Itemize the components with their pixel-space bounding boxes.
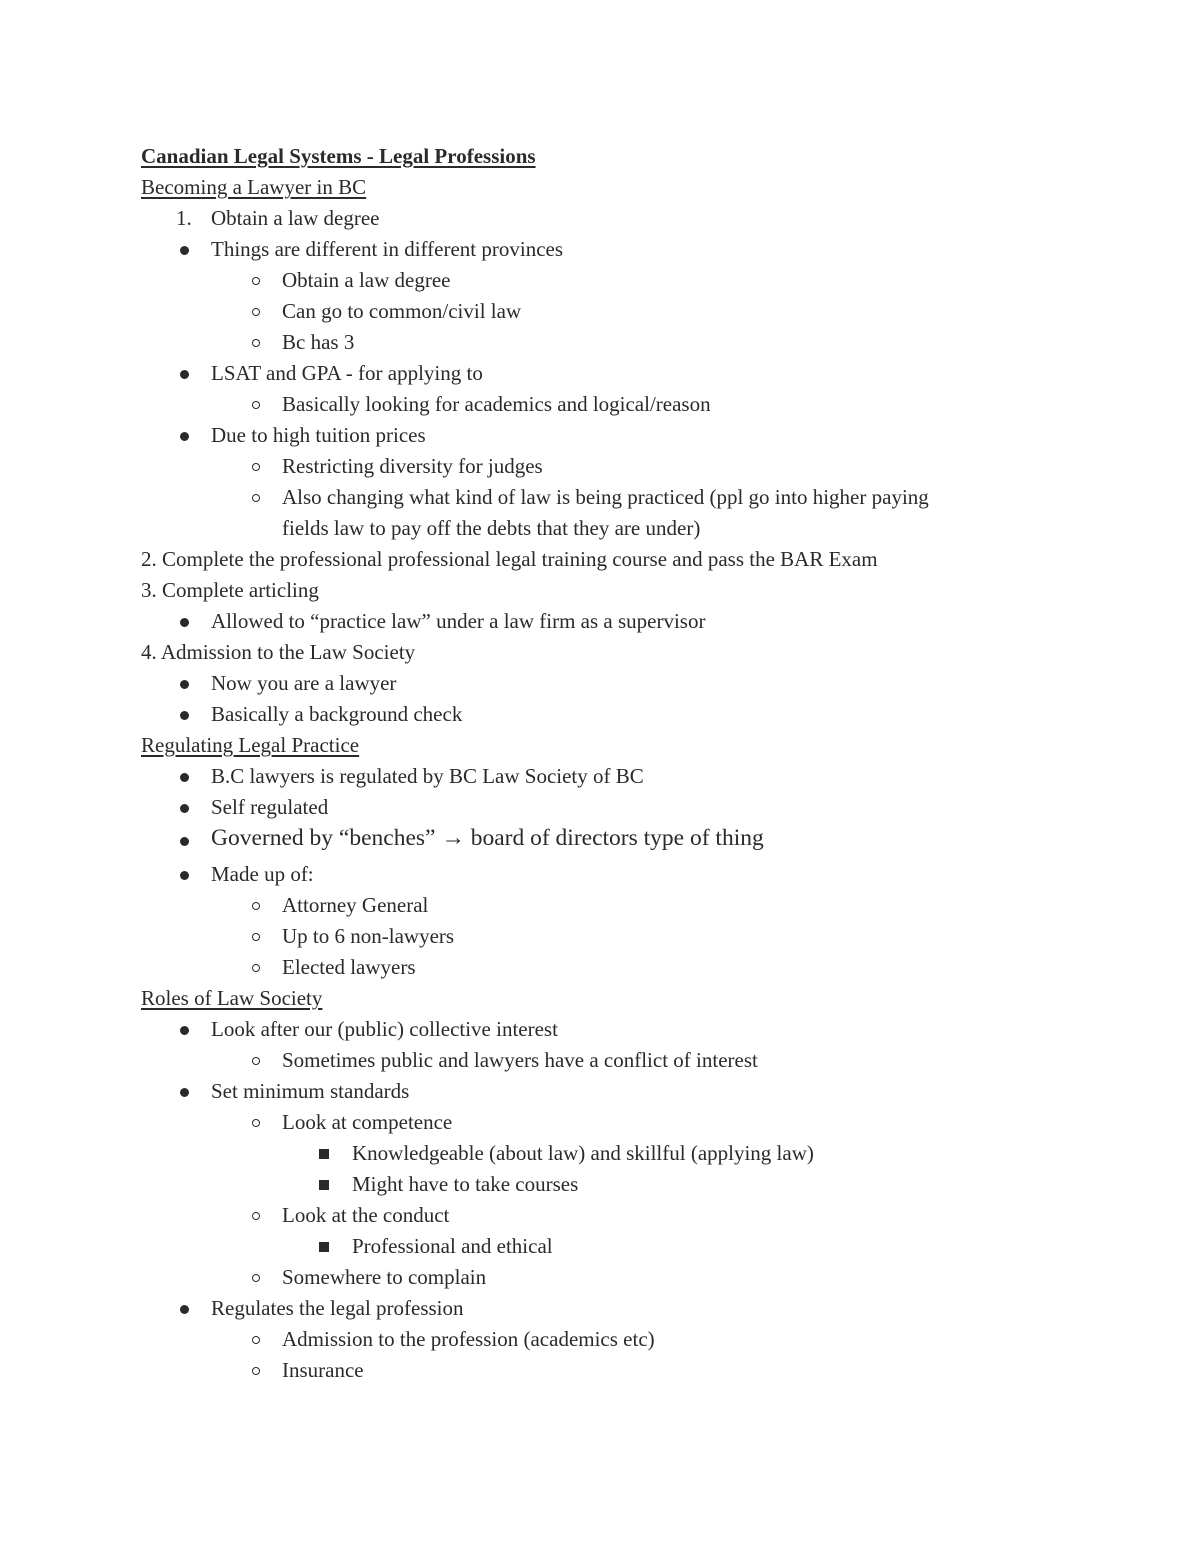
bullet-circle-icon: [252, 463, 260, 471]
page-title: Canadian Legal Systems - Legal Professions: [141, 144, 536, 168]
list-item: Look at the conduct: [282, 1203, 450, 1227]
list-item: Admission to the profession (academics etc): [282, 1327, 655, 1351]
bullet-disc-icon: [180, 618, 189, 627]
list-item: Might have to take courses: [352, 1172, 579, 1196]
list-item: Sometimes public and lawyers have a conflict of interest: [282, 1048, 758, 1072]
list-number: 1.: [176, 206, 192, 230]
bullet-square-icon: [319, 1242, 329, 1252]
bullet-circle-icon: [252, 1057, 260, 1065]
bullet-circle-icon: [252, 277, 260, 285]
bullet-circle-icon: [252, 1336, 260, 1344]
bullet-circle-icon: [252, 933, 260, 941]
section-heading: Regulating Legal Practice: [141, 733, 360, 757]
list-item: fields law to pay off the debts that they are under): [282, 516, 701, 540]
list-item: Basically looking for academics and logical/reason: [282, 392, 711, 416]
list-item: Governed by “benches” → board of directors type of thing: [211, 825, 764, 851]
bullet-disc-icon: [180, 804, 189, 813]
section-heading: Becoming a Lawyer in BC: [141, 175, 367, 199]
list-item: Bc has 3: [282, 330, 355, 354]
bullet-disc-icon: [180, 773, 189, 782]
list-item: 3. Complete articling: [141, 578, 319, 602]
list-item: Look after our (public) collective interest: [211, 1017, 558, 1041]
list-item: Professional and ethical: [352, 1234, 553, 1258]
list-item: Insurance: [282, 1358, 364, 1382]
list-item: Elected lawyers: [282, 955, 416, 979]
bullet-square-icon: [319, 1149, 329, 1159]
list-item: Look at competence: [282, 1110, 453, 1134]
list-item: Obtain a law degree: [282, 268, 451, 292]
bullet-disc-icon: [180, 680, 189, 689]
bullet-disc-icon: [180, 246, 189, 255]
bullet-circle-icon: [252, 1119, 260, 1127]
bullet-disc-icon: [180, 1026, 189, 1035]
list-item: Made up of:: [211, 862, 314, 886]
bullet-disc-icon: [180, 370, 189, 379]
list-item: 4. Admission to the Law Society: [141, 640, 416, 664]
bullet-disc-icon: [180, 1088, 189, 1097]
bullet-circle-icon: [252, 1274, 260, 1282]
bullet-circle-icon: [252, 339, 260, 347]
bullet-disc-icon: [180, 837, 189, 846]
bullet-circle-icon: [252, 308, 260, 316]
list-item: B.C lawyers is regulated by BC Law Society of BC: [211, 764, 644, 788]
list-item: Restricting diversity for judges: [282, 454, 543, 478]
bullet-square-icon: [319, 1180, 329, 1190]
bullet-disc-icon: [180, 432, 189, 441]
list-item: Somewhere to complain: [282, 1265, 487, 1289]
list-item: Knowledgeable (about law) and skillful (applying law): [352, 1141, 814, 1165]
list-item: Self regulated: [211, 795, 329, 819]
list-item: Regulates the legal profession: [211, 1296, 464, 1320]
list-item: Allowed to “practice law” under a law firm as a supervisor: [211, 609, 706, 633]
list-item: Can go to common/civil law: [282, 299, 522, 323]
section-heading: Roles of Law Society: [141, 986, 323, 1010]
list-item: Obtain a law degree: [211, 206, 380, 230]
list-item: Attorney General: [282, 893, 429, 917]
bullet-circle-icon: [252, 494, 260, 502]
bullet-circle-icon: [252, 902, 260, 910]
list-item: Now you are a lawyer: [211, 671, 397, 695]
list-item: LSAT and GPA - for applying to: [211, 361, 483, 385]
bullet-circle-icon: [252, 964, 260, 972]
list-item: Also changing what kind of law is being practiced (ppl go into higher paying: [282, 485, 929, 509]
bullet-disc-icon: [180, 1305, 189, 1314]
bullet-circle-icon: [252, 1212, 260, 1220]
list-item: Basically a background check: [211, 702, 463, 726]
list-item: Set minimum standards: [211, 1079, 410, 1103]
list-item: 2. Complete the professional professional legal training course and pass the BAR Exam: [141, 547, 878, 571]
bullet-disc-icon: [180, 871, 189, 880]
bullet-circle-icon: [252, 1367, 260, 1375]
bullet-circle-icon: [252, 401, 260, 409]
list-item: Up to 6 non-lawyers: [282, 924, 455, 948]
list-item: Due to high tuition prices: [211, 423, 426, 447]
bullet-disc-icon: [180, 711, 189, 720]
list-item: Things are different in different provinces: [211, 237, 564, 261]
